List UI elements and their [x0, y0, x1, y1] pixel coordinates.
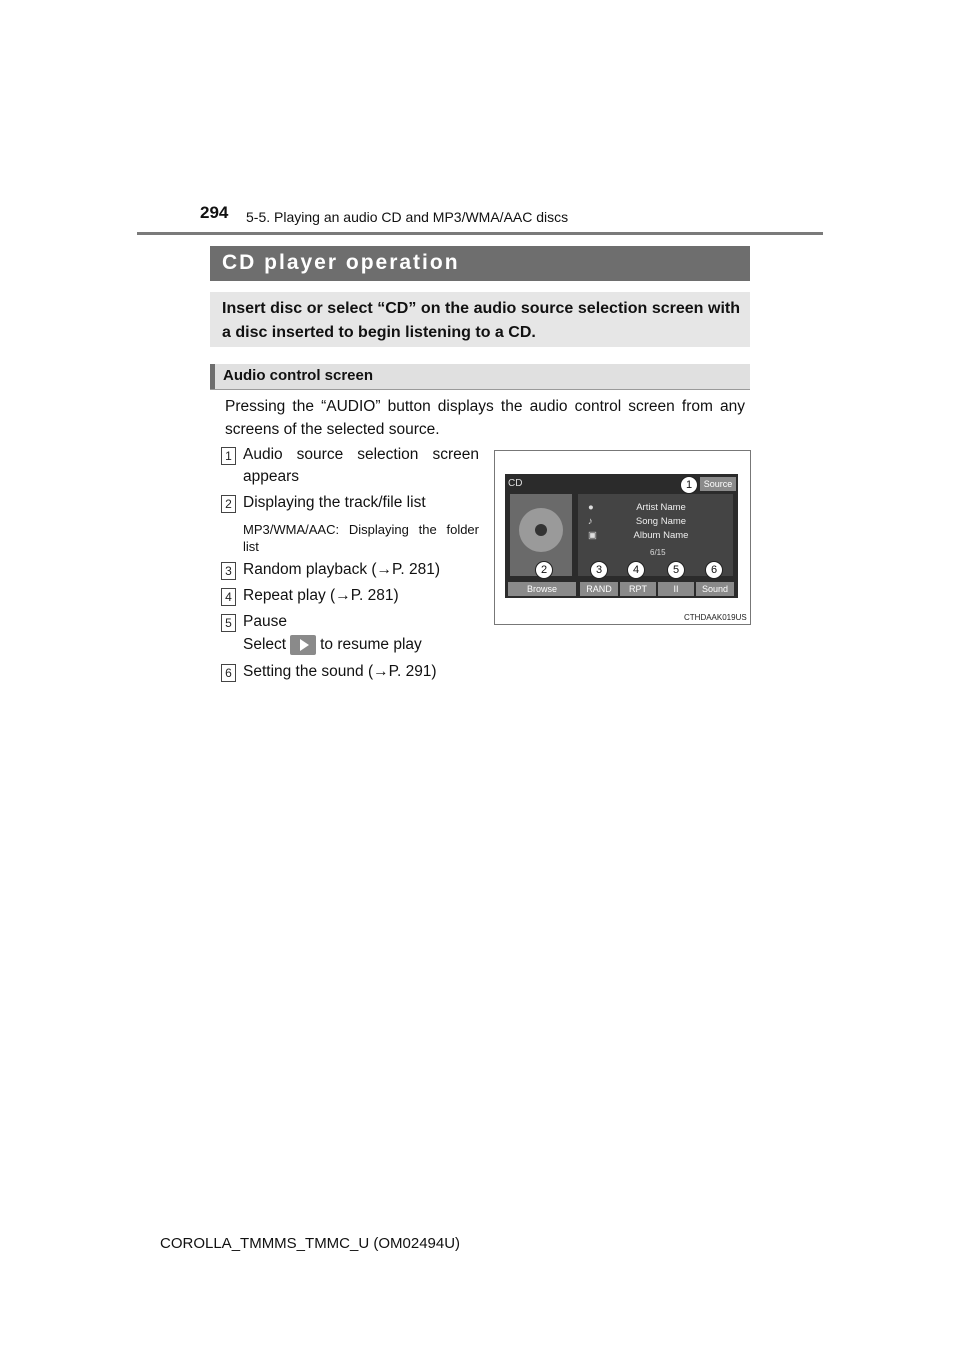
random-button: RAND	[580, 582, 618, 596]
item-number: 4	[221, 588, 236, 606]
section-title: 5-5. Playing an audio CD and MP3/WMA/AAC discs	[246, 209, 569, 225]
item-number: 3	[221, 562, 236, 580]
disc-icon	[519, 508, 563, 552]
page-title: CD player operation	[222, 251, 460, 274]
item-text-after: to resume play	[320, 636, 422, 653]
item-number: 1	[221, 447, 236, 465]
track-counter: 6/15	[650, 548, 666, 557]
item-note: MP3/WMA/AAC: Displaying the folder list	[243, 522, 479, 554]
item-text: Audio source selection screen appears	[243, 446, 479, 485]
intro-box	[210, 292, 750, 347]
album-row	[588, 530, 728, 541]
subsection-description: Pressing the “AUDIO” button displays the audio control screen from any screens of the selected source.	[225, 398, 745, 438]
subsection-bar	[210, 364, 750, 390]
album-name: Album Name	[633, 530, 689, 541]
subsection-title: Audio control screen	[223, 367, 374, 384]
footer-text: COROLLA_TMMMS_TMMC_U (OM02494U)	[160, 1235, 461, 1252]
callout: 5	[667, 561, 685, 579]
callout: 2	[535, 561, 553, 579]
callout: 4	[627, 561, 645, 579]
repeat-button: RPT	[620, 582, 656, 596]
item-text: Repeat play (→P. 281)	[243, 587, 399, 604]
subsection-accent	[210, 364, 215, 389]
pause-button: II	[658, 582, 694, 596]
item-number: 2	[221, 495, 236, 513]
item-text: Displaying the track/file list	[243, 494, 426, 511]
artist-row	[588, 502, 728, 513]
item-text: Pause	[243, 613, 287, 630]
music-note-icon: ♪	[588, 516, 593, 527]
item-text: Setting the sound (→P. 291)	[243, 663, 437, 680]
screen-label: CD	[508, 478, 523, 489]
item-text-line2	[243, 634, 422, 656]
header-rule	[137, 232, 823, 235]
song-name: Song Name	[635, 516, 687, 527]
figure-code: CTHDAAK019US	[684, 613, 747, 622]
artist-name: Artist Name	[636, 502, 686, 513]
person-icon: ●	[588, 502, 594, 513]
page-number: 294	[200, 203, 229, 222]
callout: 3	[590, 561, 608, 579]
item-number: 5	[221, 614, 236, 632]
item-text: Random playback (→P. 281)	[243, 561, 441, 578]
album-icon: ▣	[588, 530, 597, 541]
source-button: Source	[700, 477, 736, 491]
song-row	[588, 516, 728, 527]
callout: 6	[705, 561, 723, 579]
intro-text: Insert disc or select “CD” on the audio source selection screen with a disc inserted to begin listening to a CD.	[222, 300, 740, 341]
callout: 1	[680, 476, 698, 494]
sound-button: Sound	[696, 582, 734, 596]
item-text-before: Select	[243, 636, 287, 653]
item-number: 6	[221, 664, 236, 682]
browse-button: Browse	[508, 582, 576, 596]
play-icon	[290, 635, 316, 655]
title-bar	[210, 246, 750, 281]
